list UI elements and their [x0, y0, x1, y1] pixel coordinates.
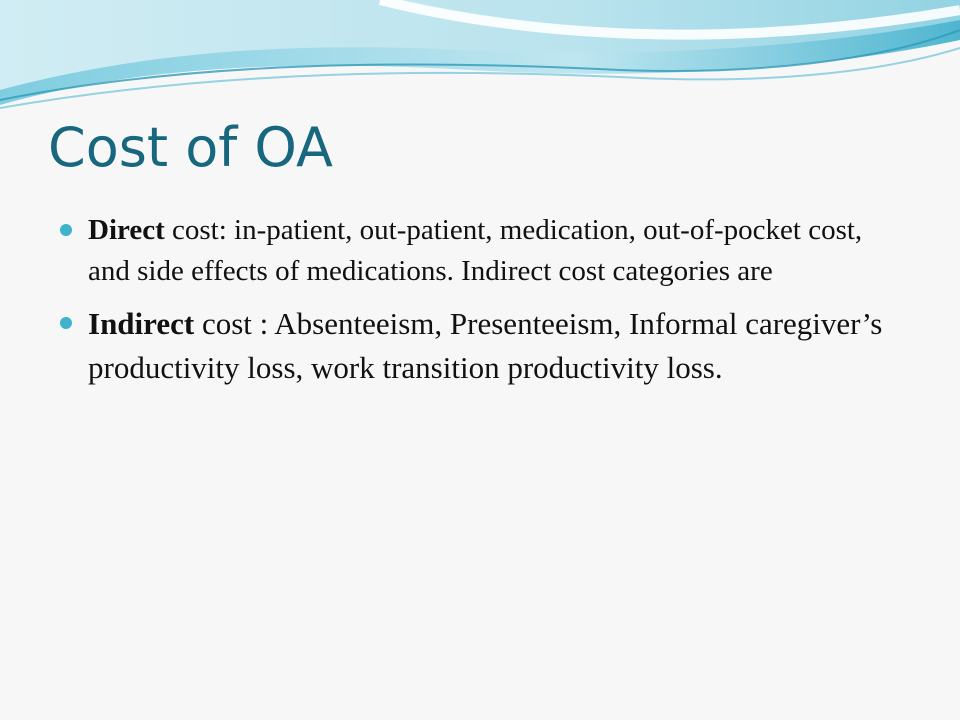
header-wave-decoration [0, 0, 960, 120]
bullet-direct-cost [58, 210, 898, 292]
bullet-text: cost : Absenteeism, Presenteeism, Informal caregiver’s productivity loss, work transition productivity loss. [88, 306, 883, 385]
bullet-list [58, 210, 898, 400]
bullet-dot-icon [60, 224, 72, 236]
bullet-dot-icon [60, 317, 72, 329]
bullet-term: Indirect [88, 306, 195, 341]
bullet-term: Direct [88, 214, 165, 246]
bullet-indirect-cost [58, 302, 898, 390]
slide-title: Cost of OA [48, 116, 333, 179]
bullet-text: cost: in-patient, out-patient, medication, out-of-pocket cost, and side effects of medications. Indirect cost categories are [88, 214, 863, 287]
